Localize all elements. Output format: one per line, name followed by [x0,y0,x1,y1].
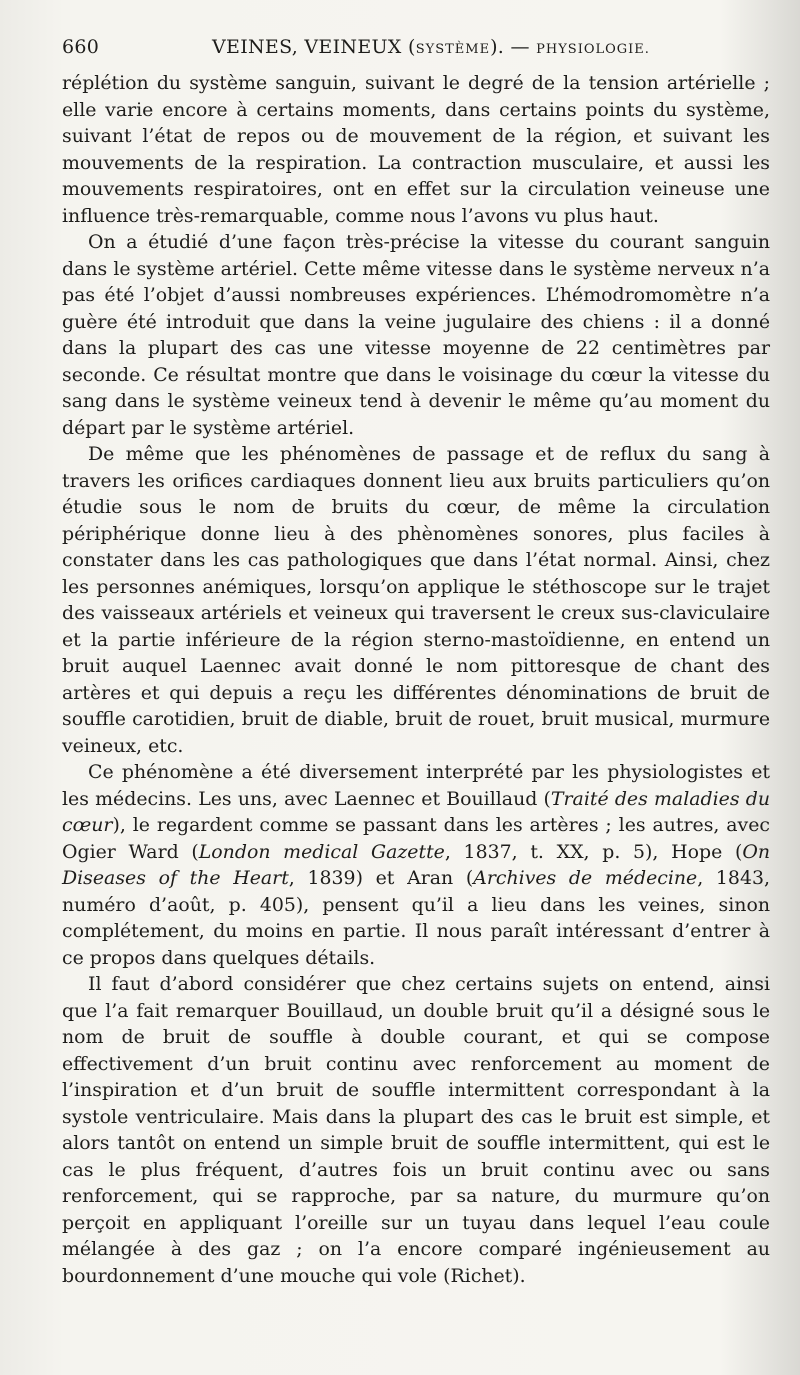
paragraph-4 [62,759,770,971]
paragraph-1: réplétion du système sanguin, suivant le degré de la tension artérielle ; elle varie encore à certains moments, dans certains points du système, suivant l’état de repos ou de mouvement de la région, et suivant les mouvements de la respiration. La contraction musculaire, et aussi les mouvements respiratoires, ont en effet sur la circulation veineuse une influence très-remarquable, comme nous l’avons vu plus haut. [62,72,770,227]
page-number: 660 [62,36,100,58]
running-head-section: PHYSIOLOGIE. [536,42,650,57]
running-head-title: VEINES, VEINEUX [212,36,402,58]
page-header [62,36,760,66]
citation-diseases-of-the-heart: On Diseases of the Heart [62,840,770,889]
citation-london-medical-gazette: London medical Gazette [198,840,445,863]
paragraph-4-text-4: , 1839) et Aran ( [288,867,474,889]
paragraph-5: Il faut d’abord considérer que chez certains sujets on entend, ainsi que l’a fait remarquer Bouillaud, un double bruit qu’il a désigné sous le nom de bruit de souffle à double courant, et qui se compose effectivement d’un bruit continu avec renforcement au moment de l’inspiration et d’un bruit de souffle intermittent correspondant à la systole ventriculaire. Mais dans la plupart des cas le bruit est simple, et alors tantôt on entend un simple bruit de souffle intermittent, qui est le cas le plus fréquent, d’autres fois un bruit continu avec ou sans renforcement, qui se rapproche, par sa nature, du murmure qu’on perçoit en appliquant l’oreille sur un tuyau dans lequel l’eau coule mélangée à des gaz ; on l’a encore comparé ingénieusement au bourdonnement d’une mouche qui vole (Richet). [62,973,770,1287]
citation-archives-de-medecine: Archives de médecine [473,867,698,889]
paragraph-4-text-5: , 1843, numéro d’août, p. 405), pensent qu’il a lieu dans les veines, sinon complétement, du moins en partie. Il nous paraît intéressant d’entrer à ce propos dans quelques détails. [62,867,770,969]
paragraph-2: On a étudié d’une façon très-précise la vitesse du courant sanguin dans le système artériel. Cette même vitesse dans le système nerveux n’a pas été l’objet d’aussi nombreuses expériences. L’hémodromomètre n’a guère été introduit que dans la veine jugulaire des chiens : il a donné dans la plupart des cas une vitesse moyenne de 22 centimètres par seconde. Ce résultat montre que dans le voisinage du cœur la vitesse du sang dans le système veineux tend à devenir le même qu’au moment du départ par le système artériel. [62,231,770,439]
running-head-dash: — [510,36,530,58]
running-head-system: SYSTÈME [415,42,491,57]
paragraph-4-text-3: , 1837, t. XX, p. 5), Hope ( [444,840,743,863]
running-head: VEINES, VEINEUX (SYSTÈME). — PHYSIOLOGIE. [212,36,650,58]
citation-traite-des-maladies: Traité des maladies du cœur [62,787,770,836]
paragraph-4-text-2: ), le regardent comme se passant dans les artères ; les autres, avec Ogier Ward ( [62,814,770,863]
paragraph-3: De même que les phénomènes de passage et de reflux du sang à travers les orifices cardiaques donnent lieu aux bruits particuliers qu’on étudie sous le nom de bruits du cœur, de même la circulation périphérique donne lieu à des phènomènes sonores, plus faciles à constater dans les cas pathologiques que dans l’état normal. Ainsi, chez les personnes anémiques, lorsqu’on applique le stéthoscope sur le trajet des vaisseaux artériels et veineux qui traversent le creux sus-claviculaire et la partie inférieure de la région sterno-mastoïdienne, en entend un bruit auquel Laennec avait donné le nom pittoresque de chant des artères et qui depuis a reçu les différentes dénominations de bruit de souffle carotidien, bruit de diable, bruit de rouet, bruit musical, murmure veineux, etc. [62,443,770,757]
paragraph-4-text-1: Ce phénomène a été diversement interprété par les physiologistes et les médecins. Les uns, avec Laennec et Bouillaud ( [62,761,770,810]
page-body [62,70,770,1289]
